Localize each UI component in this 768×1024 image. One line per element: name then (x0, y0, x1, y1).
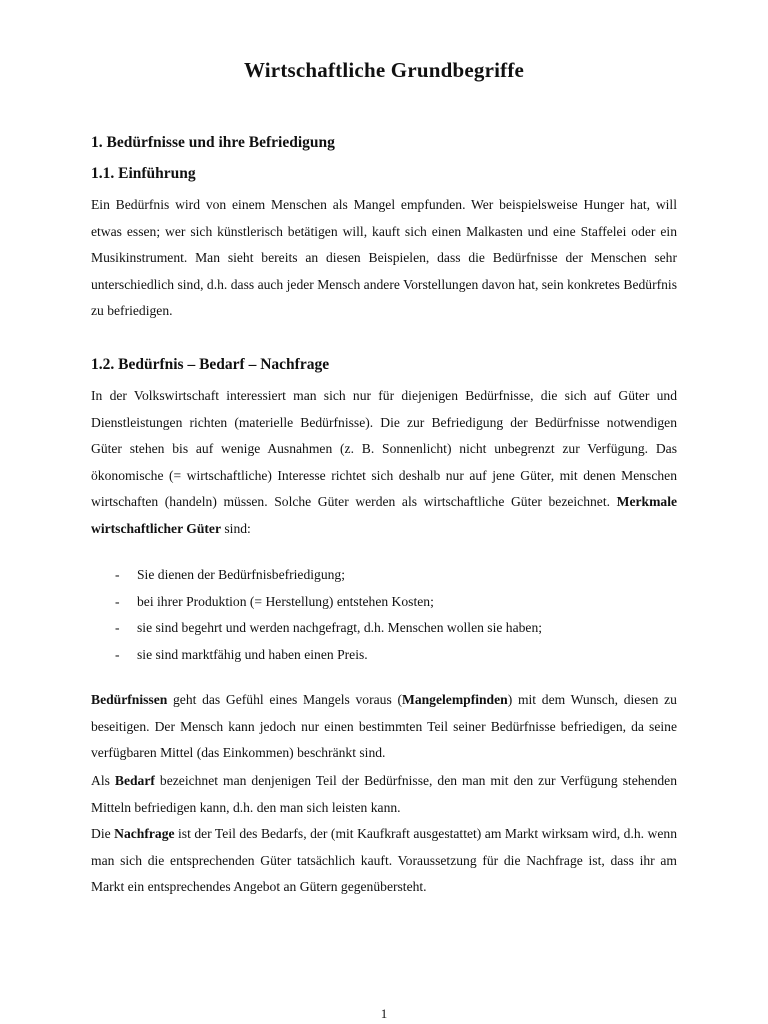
needs-paragraph (91, 687, 677, 767)
list-item (91, 562, 677, 589)
list-item-text: sie sind marktfähig und haben einen Preis. (137, 646, 368, 662)
demand-tail: sind: (224, 520, 251, 536)
document-title: Wirtschaftliche Grundbegriffe (243, 58, 525, 82)
bedarf-text: bezeichnet man denjenigen Teil der Bedürfnisse, den man mit den zur Verfügung stehenden Mitteln befriedigen kann, d.h. den man sich leisten kann. (91, 773, 677, 815)
nachfrage-paragraph (91, 821, 677, 901)
needs-text-2: ) mit dem Wunsch, diesen zu beseitigen. Der Mensch kann jedoch nur einen bestimmten Teil seiner Bedürfnisse befriedigen, da seine verfügbaren Mittel (das Einkommen) beschränkt sind. (91, 692, 677, 761)
list-item-text: bei ihrer Produktion (= Herstellung) entstehen Kosten; (137, 593, 434, 609)
goods-features-list (91, 562, 677, 668)
list-bullet: - (115, 593, 120, 609)
needs-bold-2: Mangelempfinden (401, 692, 508, 707)
demand-text: In der Volkswirtschaft interessiert man sich nur für diejenigen Bedürfnisse, die sich auf Güter und Dienstleistungen richten (materielle Bedürfnisse). Die zur Befriedigung der Bedürfnisse notwendigen Güter stehen bis auf wenige Ausnahmen (z. B. Sonnenlicht) nicht unbegrenzt zur Verfügung. Das ökonomische (= wirtschaftliche) Interesse richtet sich deshalb nur auf jene Güter, mit denen Menschen wirtschaften (handeln) müssen. Solche Güter werden als wirtschaftliche Güter bezeichnet. (91, 388, 677, 510)
section-heading: 1. Bedürfnisse und ihre Befriedigung (91, 134, 335, 151)
subsection-heading-intro: 1.1. Einführung (91, 165, 196, 182)
list-bullet: - (115, 646, 120, 662)
needs-bold: Bedürfnissen (91, 692, 168, 707)
list-item (91, 642, 677, 669)
list-bullet: - (115, 620, 120, 636)
needs-text-1: geht das Gefühl eines Mangels voraus ( (173, 692, 402, 707)
bedarf-pre: Als (91, 773, 110, 788)
page-number: 1 (380, 1006, 388, 1021)
list-item (91, 589, 677, 616)
demand-paragraph (91, 383, 677, 543)
subsection-heading-demand: 1.2. Bedürfnis – Bedarf – Nachfrage (91, 356, 330, 373)
bedarf-paragraph (91, 768, 677, 821)
demand-bold: Merkmale wirtschaftlicher Güter (91, 494, 677, 536)
intro-paragraph: Ein Bedürfnis wird von einem Menschen als Mangel empfunden. Wer beispielsweise Hunger hat, will etwas essen; wer sich künstlerisch betätigen will, kauft sich einen Malkasten und eine Staffelei oder ein Musikinstrument. Man sieht bereits an diesen Beispielen, dass die Bedürfnisse der Menschen sehr unterschiedlich sind, d.h. dass auch jeder Mensch andere Vorstellungen davon hat, sein konkretes Bedürfnis zu befriedigen. (91, 197, 677, 319)
bedarf-bold: Bedarf (114, 773, 155, 788)
nachfrage-pre: Die (91, 826, 111, 841)
list-item (91, 615, 677, 642)
list-item-text: Sie dienen der Bedürfnisbefriedigung; (137, 567, 346, 582)
list-bullet: - (115, 567, 120, 582)
nachfrage-bold: Nachfrage (114, 826, 175, 841)
list-item-text: sie sind begehrt und werden nachgefragt, d.h. Menschen wollen sie haben; (137, 620, 543, 636)
nachfrage-text: ist der Teil des Bedarfs, der (mit Kaufkraft ausgestattet) am Markt wirksam wird, d.h. wenn man sich die entsprechenden Güter tatsächlich kauft. Voraussetzung für die Nachfrage ist, dass ihr am Markt ein entsprechendes Angebot an Gütern gegenübersteht. (91, 826, 677, 895)
